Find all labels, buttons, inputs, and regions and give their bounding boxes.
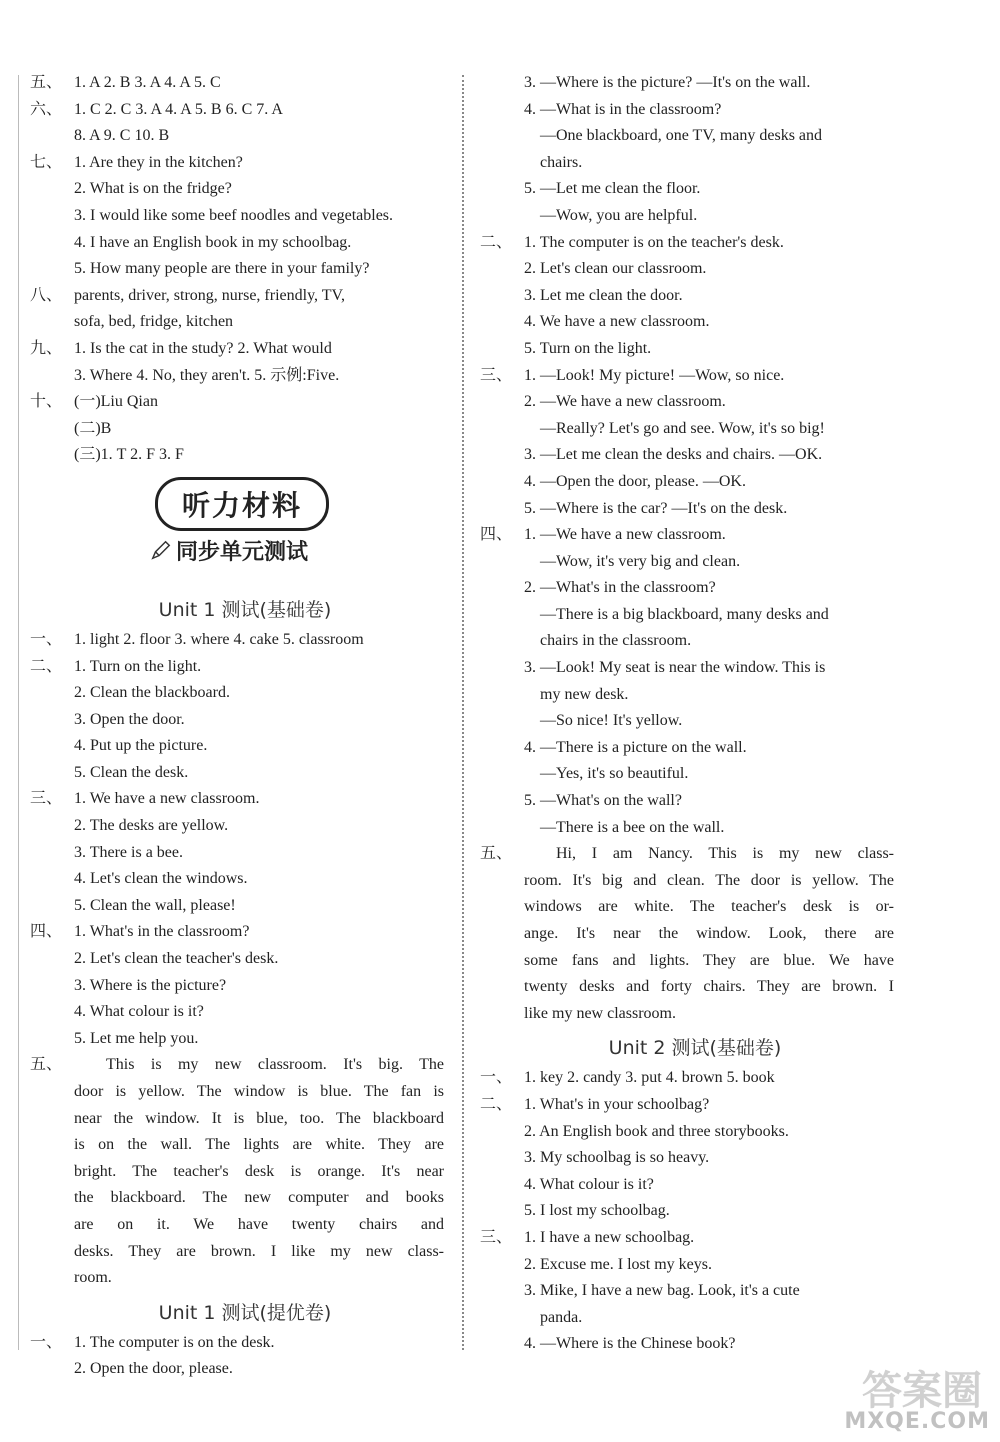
- item-text: 2. Let's clean the teacher's desk.: [74, 950, 279, 968]
- text-line: [480, 522, 910, 549]
- text-line: [30, 999, 460, 1026]
- text-line: [30, 919, 460, 946]
- item-text: 1. Are they in the kitchen?: [74, 153, 243, 171]
- text-line: [480, 203, 910, 230]
- passage-line: [30, 1079, 460, 1106]
- item-text: 1. A 2. B 3. A 4. A 5. C: [74, 74, 221, 91]
- item-label: 五、: [30, 74, 63, 91]
- right-column: [480, 70, 910, 1358]
- item-text: 2. Open the door, please.: [74, 1360, 233, 1378]
- item-text: chairs in the classroom.: [540, 632, 692, 650]
- text-line: [480, 735, 910, 762]
- item-label: 五、: [30, 1056, 63, 1074]
- item-text: 4. What colour is it?: [74, 1003, 204, 1021]
- text-line: [480, 1278, 910, 1305]
- text-line: [30, 123, 460, 150]
- unit1-basic-block: [30, 627, 460, 1053]
- item-text: —There is a big blackboard, many desks and: [540, 605, 829, 623]
- item-label: 三、: [30, 790, 63, 808]
- passage-text: twenty desks and forty chairs. They are brown. I: [524, 978, 894, 996]
- passage-line: [30, 1239, 460, 1266]
- text-line: [480, 283, 910, 310]
- item-text: 5. Turn on the light.: [524, 339, 652, 357]
- item-text: —Really? Let's go and see. Wow, it's so big!: [540, 419, 825, 437]
- item-text: sofa, bed, fridge, kitchen: [74, 313, 234, 331]
- text-line: [480, 230, 910, 257]
- item-text: —Wow, you are helpful.: [540, 206, 698, 224]
- text-line: [480, 442, 910, 469]
- text-line: [30, 442, 460, 469]
- text-line: [480, 549, 910, 576]
- text-line: [30, 627, 460, 654]
- item-text: 4. What colour is it?: [524, 1175, 654, 1193]
- item-text: (三)1. T 2. F 3. F: [74, 446, 184, 464]
- item-label: 二、: [480, 1095, 513, 1113]
- item-label: 一、: [30, 630, 63, 648]
- item-label: 八、: [30, 286, 63, 304]
- passage-text: ange. It's near the window. Look, there are: [524, 925, 894, 942]
- item-label: 二、: [30, 657, 63, 675]
- item-text: 5. I lost my schoolbag.: [524, 1202, 670, 1220]
- passage-text: Hi, I am Nancy. This is my new class-: [556, 845, 894, 863]
- right-passage: [480, 841, 910, 1027]
- text-line: [480, 1119, 910, 1146]
- unit2-title: Unit 2 测试(基础卷): [608, 1037, 782, 1060]
- item-text: —So nice! It's yellow.: [540, 712, 683, 730]
- passage-line: [30, 1106, 460, 1133]
- text-line: [480, 628, 910, 655]
- item-label: 四、: [30, 923, 63, 941]
- passage-text: room. It's big and clean. The door is yellow. The: [524, 871, 894, 889]
- item-text: 2. Clean the blackboard.: [74, 684, 230, 702]
- item-text: 3. —Let me clean the desks and chairs. —OK.: [524, 446, 823, 464]
- text-line: [480, 469, 910, 496]
- text-line: [480, 575, 910, 602]
- item-label: 一、: [30, 1333, 63, 1351]
- text-line: [480, 1172, 910, 1199]
- passage-line: [480, 948, 910, 975]
- item-label: 三、: [480, 1228, 513, 1246]
- left-column: [30, 70, 460, 1383]
- item-text: 4. —Open the door, please. —OK.: [524, 472, 746, 490]
- text-line: [480, 1145, 910, 1172]
- item-text: 2. The desks are yellow.: [74, 817, 229, 835]
- item-text: 3. There is a bee.: [74, 843, 183, 861]
- item-text: 4. I have an English book in my schoolbag.: [74, 233, 352, 251]
- item-text: 4. —There is a picture on the wall.: [524, 738, 747, 756]
- text-line: [480, 1092, 910, 1119]
- text-line: [480, 70, 910, 97]
- text-line: [480, 1225, 910, 1252]
- passage-line: [480, 894, 910, 921]
- item-text: 5. How many people are there in your family?: [74, 260, 370, 278]
- item-text: 3. My schoolbag is so heavy.: [524, 1149, 710, 1167]
- passage-line: [480, 841, 910, 868]
- passage-text: This is my new classroom. It's big. The: [106, 1056, 444, 1074]
- text-line: [30, 733, 460, 760]
- passage-text: is on the wall. The lights are white. They are: [74, 1136, 444, 1154]
- item-text: 2. —What's in the classroom?: [524, 579, 716, 597]
- item-label: 十、: [30, 393, 63, 411]
- passage-text: the blackboard. The new computer and books: [74, 1189, 444, 1207]
- item-text: 1. Turn on the light.: [74, 657, 202, 675]
- item-text: 1. —We have a new classroom.: [524, 526, 726, 544]
- text-line: [480, 363, 910, 390]
- text-line: [480, 1305, 910, 1332]
- text-line: [480, 496, 910, 523]
- text-line: [30, 680, 460, 707]
- unit1-advanced-title: Unit 1 测试(提优卷): [158, 1301, 332, 1324]
- passage-line: [30, 1185, 460, 1212]
- passage-line: [480, 1001, 910, 1028]
- passage-text: windows are white. The teacher's desk is or-: [524, 898, 894, 916]
- banner-subtitle: [150, 535, 308, 566]
- text-line: [480, 123, 910, 150]
- item-text: —Wow, it's very big and clean.: [540, 552, 741, 570]
- item-label: 五、: [480, 845, 513, 863]
- item-text: 2. —We have a new classroom.: [524, 393, 726, 411]
- text-line: [30, 416, 460, 443]
- item-text: panda.: [540, 1308, 583, 1326]
- item-text: 5. Clean the desk.: [74, 763, 189, 781]
- item-text: 4. Put up the picture.: [74, 737, 208, 755]
- banner-subtitle-text: 同步单元测试: [176, 539, 309, 565]
- pen-icon: [150, 539, 172, 561]
- text-line: [480, 150, 910, 177]
- passage-text: like my new classroom.: [524, 1004, 676, 1022]
- item-text: parents, driver, strong, nurse, friendly, TV,: [74, 286, 346, 304]
- text-line: [480, 708, 910, 735]
- item-text: —Yes, it's so beautiful.: [540, 765, 689, 783]
- column-divider: [462, 75, 464, 1350]
- text-line: [480, 815, 910, 842]
- text-line: [30, 707, 460, 734]
- item-label: 一、: [480, 1069, 513, 1087]
- passage-text: door is yellow. The window is blue. The fan is: [74, 1083, 444, 1100]
- passage-text: near the window. It is blue, too. The blackboard: [74, 1109, 444, 1127]
- item-text: 1. —Look! My picture! —Wow, so nice.: [524, 366, 785, 384]
- text-line: [480, 176, 910, 203]
- text-line: [480, 761, 910, 788]
- item-text: 1. The computer is on the desk.: [74, 1333, 275, 1351]
- item-text: 3. Open the door.: [74, 710, 185, 728]
- unit1-passage: [30, 1052, 460, 1291]
- item-text: 3. Let me clean the door.: [524, 286, 683, 304]
- item-text: 5. Let me help you.: [74, 1029, 199, 1047]
- passage-line: [480, 868, 910, 895]
- passage-line: [30, 1212, 460, 1239]
- text-line: [30, 1356, 460, 1383]
- item-text: 2. What is on the fridge?: [74, 180, 232, 198]
- text-line: [30, 283, 460, 310]
- text-line: [30, 866, 460, 893]
- item-text: 1. C 2. C 3. A 4. A 5. B 6. C 7. A: [74, 100, 283, 118]
- text-line: [30, 203, 460, 230]
- page-edge-line: [18, 75, 19, 1350]
- item-text: 3. I would like some beef noodles and vegetables.: [74, 206, 394, 224]
- watermark-big: 答案圈: [862, 1368, 982, 1414]
- item-text: 2. An English book and three storybooks.: [524, 1122, 789, 1140]
- item-text: 1. light 2. floor 3. where 4. cake 5. classroom: [74, 630, 364, 648]
- watermark-logo: [800, 1359, 990, 1434]
- item-label: 二、: [480, 233, 513, 251]
- item-text: chairs.: [540, 153, 583, 171]
- item-text: 8. A 9. C 10. B: [74, 127, 170, 145]
- text-line: [480, 97, 910, 124]
- item-text: 1. The computer is on the teacher's desk.: [524, 233, 784, 251]
- text-line: [30, 309, 460, 336]
- item-label: 七、: [30, 153, 63, 171]
- item-text: 4. —Where is the Chinese book?: [524, 1335, 736, 1353]
- item-text: my new desk.: [540, 685, 629, 703]
- item-text: 1. We have a new classroom.: [74, 790, 260, 808]
- text-line: [480, 309, 910, 336]
- text-line: [30, 654, 460, 681]
- item-label: 四、: [480, 526, 513, 544]
- text-line: [30, 97, 460, 124]
- item-text: 1. I have a new schoolbag.: [524, 1228, 695, 1246]
- text-line: [30, 973, 460, 1000]
- text-line: [480, 1252, 910, 1279]
- text-line: [30, 840, 460, 867]
- passage-text: some fans and lights. They are blue. We have: [524, 951, 894, 969]
- right-items-block: [480, 70, 910, 841]
- item-label: 三、: [480, 366, 513, 384]
- text-line: [480, 602, 910, 629]
- passage-line: [480, 921, 910, 948]
- item-text: 4. We have a new classroom.: [524, 313, 710, 331]
- text-line: [30, 1330, 460, 1357]
- text-line: [30, 813, 460, 840]
- item-text: 1. What's in your schoolbag?: [524, 1095, 710, 1113]
- item-text: 3. Where is the picture?: [74, 976, 227, 994]
- item-text: (二)B: [74, 419, 112, 437]
- item-label: 九、: [30, 339, 63, 357]
- banner-title: 听力材料: [155, 477, 329, 531]
- text-line: [30, 256, 460, 283]
- text-line: [30, 230, 460, 257]
- item-text: 5. —Let me clean the floor.: [524, 180, 701, 198]
- passage-line: [480, 974, 910, 1001]
- item-text: 1. Is the cat in the study? 2. What would: [74, 339, 332, 357]
- text-line: [480, 416, 910, 443]
- watermark-small: MXQE.COM: [844, 1409, 990, 1434]
- item-text: 3. —Look! My seat is near the window. This is: [524, 659, 826, 677]
- item-text: 2. Excuse me. I lost my keys.: [524, 1255, 712, 1273]
- text-line: [480, 1198, 910, 1225]
- item-text: 5. Clean the wall, please!: [74, 896, 236, 914]
- item-text: —One blackboard, one TV, many desks and: [540, 127, 823, 145]
- text-line: [30, 389, 460, 416]
- item-text: 3. Mike, I have a new bag. Look, it's a cute: [524, 1282, 800, 1300]
- passage-line: [30, 1052, 460, 1079]
- passage-line: [30, 1159, 460, 1186]
- text-line: [30, 786, 460, 813]
- text-line: [30, 1026, 460, 1053]
- item-text: 1. What's in the classroom?: [74, 923, 250, 941]
- text-line: [30, 946, 460, 973]
- passage-text: desks. They are brown. I like my new class-: [74, 1242, 444, 1260]
- item-text: 1. key 2. candy 3. put 4. brown 5. book: [524, 1069, 775, 1087]
- passage-text: are on it. We have twenty chairs and: [74, 1215, 444, 1233]
- text-line: [480, 389, 910, 416]
- text-line: [30, 363, 460, 390]
- text-line: [480, 1065, 910, 1092]
- item-text: —There is a bee on the wall.: [540, 818, 725, 836]
- text-line: [30, 336, 460, 363]
- passage-line: [30, 1265, 460, 1292]
- passage-text: bright. The teacher's desk is orange. It's near: [74, 1162, 444, 1180]
- unit2-block: [480, 1065, 910, 1358]
- text-line: [30, 150, 460, 177]
- passage-text: room.: [74, 1269, 112, 1287]
- item-text: 5. —Where is the car? —It's on the desk.: [524, 499, 788, 517]
- item-text: 3. Where 4. No, they aren't. 5. 示例:Five.: [74, 366, 340, 384]
- item-text: 4. Let's clean the windows.: [74, 870, 248, 888]
- text-line: [480, 256, 910, 283]
- item-text: (一)Liu Qian: [74, 393, 158, 411]
- text-line: [30, 176, 460, 203]
- text-line: [30, 893, 460, 920]
- item-text: 5. —What's on the wall?: [524, 792, 682, 810]
- unit1-basic-title: Unit 1 测试(基础卷): [158, 598, 332, 621]
- item-text: 3. —Where is the picture? —It's on the wall.: [524, 74, 811, 91]
- unit1-advanced-block: [30, 1330, 460, 1383]
- item-text: 2. Let's clean our classroom.: [524, 260, 707, 278]
- item-label: 六、: [30, 100, 63, 118]
- text-line: [480, 682, 910, 709]
- text-line: [30, 70, 460, 97]
- text-line: [480, 788, 910, 815]
- text-line: [480, 655, 910, 682]
- text-line: [480, 1331, 910, 1358]
- answers-block: [30, 70, 460, 469]
- item-text: 4. —What is in the classroom?: [524, 100, 722, 118]
- passage-line: [30, 1132, 460, 1159]
- text-line: [30, 760, 460, 787]
- listening-banner: [30, 469, 460, 589]
- text-line: [480, 336, 910, 363]
